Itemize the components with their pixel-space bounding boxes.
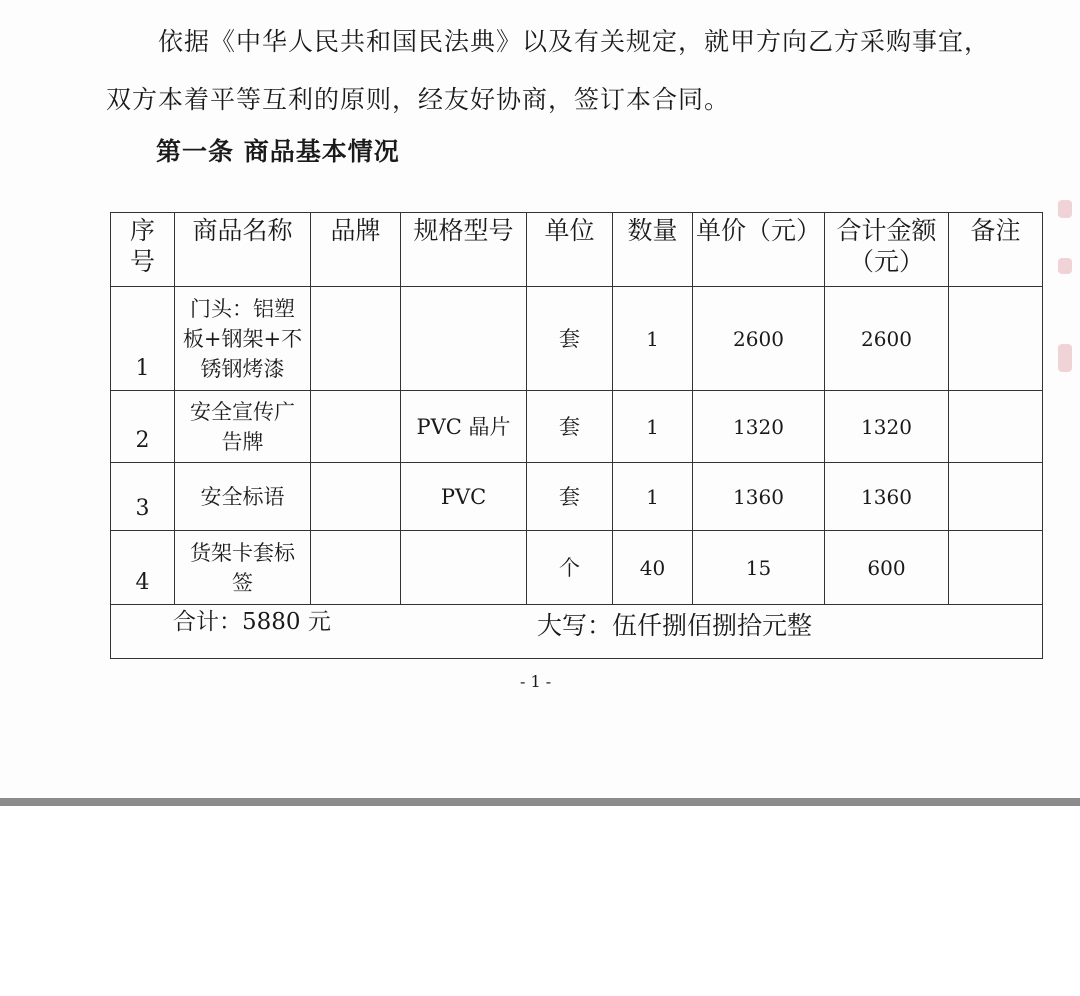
cell-qty: 40	[613, 531, 693, 605]
table-row	[111, 463, 1043, 531]
table-row	[111, 391, 1043, 463]
intro-line-1: 依据《中华人民共和国民法典》以及有关规定，就甲方向乙方采购事宜，	[158, 27, 991, 56]
stamp-edge-mark	[1058, 200, 1072, 218]
total-capital: 大写：伍仟捌佰捌拾元整	[537, 611, 813, 640]
cell-unit: 套	[527, 391, 613, 463]
cell-unit: 个	[527, 531, 613, 605]
cell-seq: 3	[111, 463, 175, 531]
cell-brand	[311, 391, 401, 463]
cell-price: 2600	[693, 287, 825, 391]
section-title: 第一条 商品基本情况	[156, 137, 400, 166]
cell-note	[949, 463, 1043, 531]
header-unit: 单位	[527, 213, 613, 287]
stamp-edge-mark	[1058, 258, 1072, 274]
cell-note	[949, 391, 1043, 463]
cell-seq: 2	[111, 391, 175, 463]
table-row	[111, 531, 1043, 605]
cell-unit: 套	[527, 463, 613, 531]
cell-amount: 600	[825, 531, 949, 605]
cell-brand	[311, 531, 401, 605]
header-name: 商品名称	[175, 213, 311, 287]
goods-table	[110, 212, 1043, 659]
page-number: - 1 -	[520, 672, 552, 691]
blank-area	[0, 806, 1080, 996]
cell-brand	[311, 287, 401, 391]
header-seq: 序 号	[111, 213, 175, 287]
cell-spec	[401, 287, 527, 391]
cell-price: 1320	[693, 391, 825, 463]
table-header-row	[111, 213, 1043, 287]
total-amount: 合计：5880 元	[173, 609, 331, 635]
header-note: 备注	[949, 213, 1043, 287]
header-brand: 品牌	[311, 213, 401, 287]
stamp-edge-mark	[1058, 344, 1072, 372]
page-separator	[0, 798, 1080, 806]
cell-amount: 2600	[825, 287, 949, 391]
cell-spec	[401, 531, 527, 605]
cell-seq: 1	[111, 287, 175, 391]
cell-amount: 1360	[825, 463, 949, 531]
cell-amount: 1320	[825, 391, 949, 463]
cell-name: 安全宣传广 告牌	[175, 391, 311, 463]
cell-spec: PVC	[401, 463, 527, 531]
header-amount: 合计金额 （元）	[825, 213, 949, 287]
cell-qty: 1	[613, 287, 693, 391]
cell-brand	[311, 463, 401, 531]
header-spec: 规格型号	[401, 213, 527, 287]
cell-qty: 1	[613, 463, 693, 531]
intro-line-2: 双方本着平等互利的原则，经友好协商，签订本合同。	[106, 85, 731, 114]
cell-qty: 1	[613, 391, 693, 463]
cell-spec: PVC 晶片	[401, 391, 527, 463]
table-row	[111, 287, 1043, 391]
cell-price: 15	[693, 531, 825, 605]
cell-price: 1360	[693, 463, 825, 531]
cell-name: 安全标语	[175, 463, 311, 531]
cell-unit: 套	[527, 287, 613, 391]
cell-note	[949, 531, 1043, 605]
cell-note	[949, 287, 1043, 391]
total-row	[111, 605, 1043, 659]
total-cell	[111, 605, 1043, 659]
cell-name: 门头：铝塑 板+钢架+不 锈钢烤漆	[175, 287, 311, 391]
cell-seq: 4	[111, 531, 175, 605]
header-qty: 数量	[613, 213, 693, 287]
cell-name: 货架卡套标 签	[175, 531, 311, 605]
header-price: 单价（元）	[693, 213, 825, 287]
